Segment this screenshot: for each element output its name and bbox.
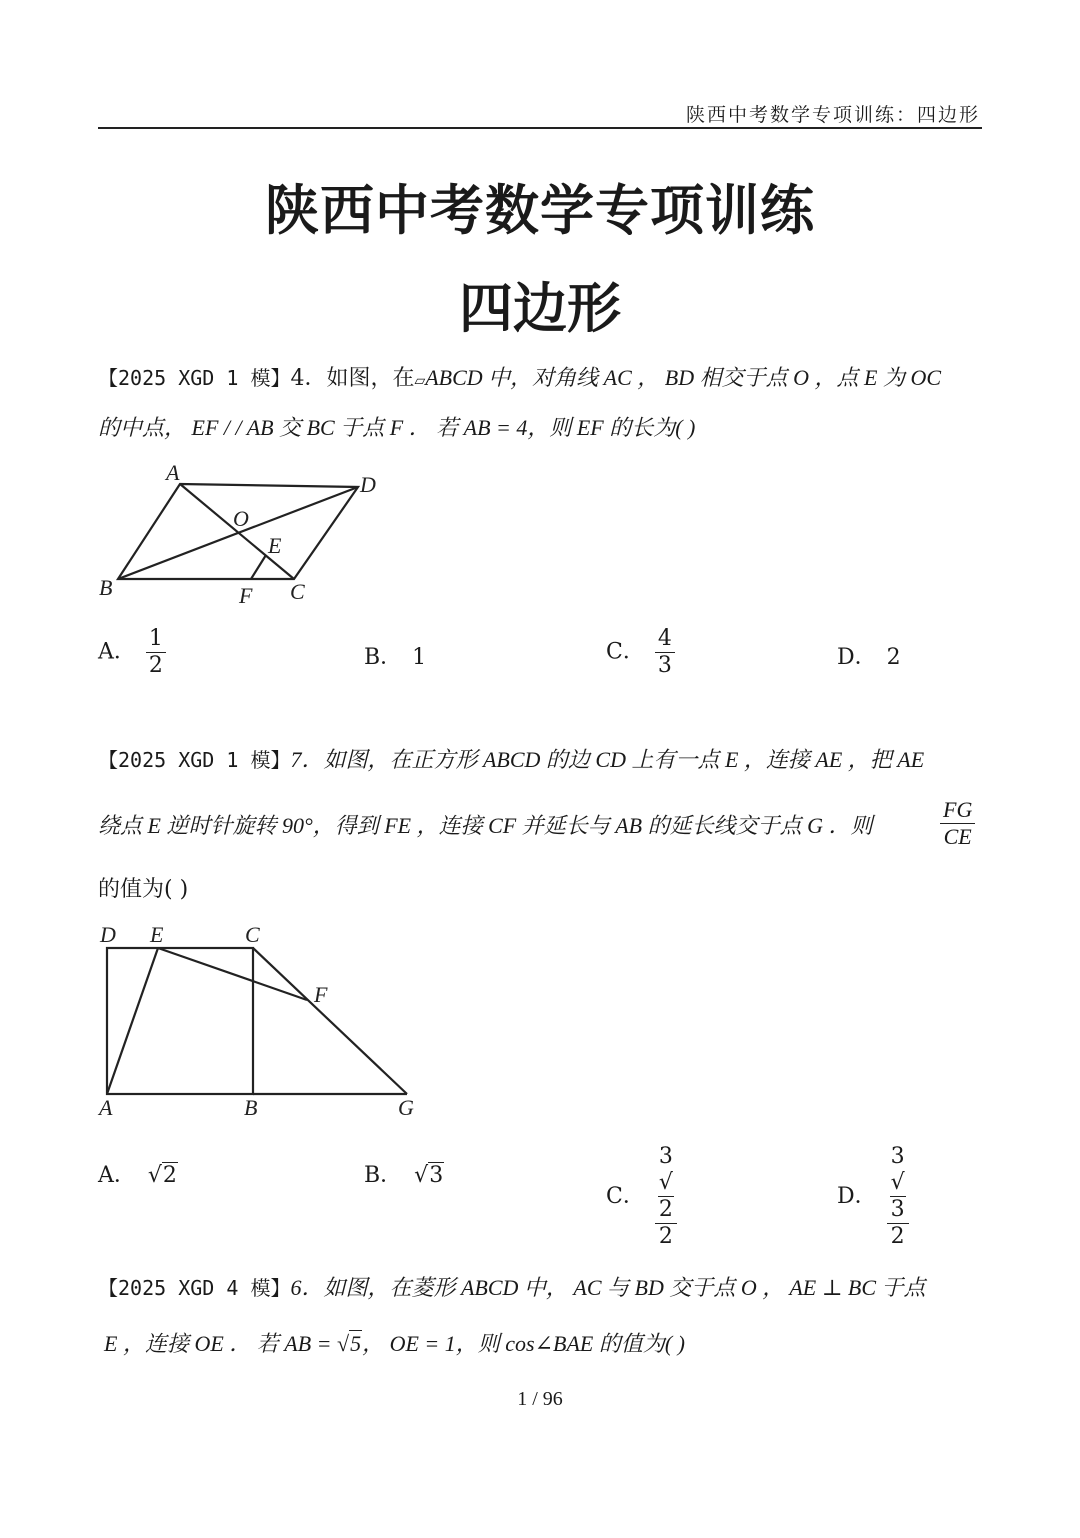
diagonal-ac bbox=[180, 484, 294, 579]
square-abcd bbox=[107, 948, 253, 1094]
q1-line1 bbox=[98, 363, 941, 396]
label-d: D bbox=[100, 922, 116, 947]
segment-ef bbox=[251, 555, 266, 579]
q1-option-d[interactable]: D． 2 bbox=[837, 645, 901, 670]
page-title: 陕西中考数学专项训练 bbox=[265, 179, 815, 242]
q3-line2: E ，连接 OE ． 若 AB = √5， OE = 1，则 cos∠BAE 的值为( ) bbox=[104, 1331, 685, 1356]
label-c: C bbox=[290, 579, 305, 604]
q2-figure bbox=[96, 920, 426, 1120]
q1-text: ABCD 中，对角线 AC ， BD 相交于点 O ，点 E 为 OC bbox=[425, 365, 941, 390]
page-subtitle: 四边形 bbox=[459, 277, 621, 340]
q2-tag: 【2025 XGD 1 模】 bbox=[98, 748, 291, 772]
segment-cg bbox=[253, 948, 407, 1094]
label-f: F bbox=[314, 982, 328, 1007]
label-e: E bbox=[268, 533, 282, 558]
label-d: D bbox=[360, 472, 376, 497]
label-g: G bbox=[398, 1095, 414, 1120]
q2-line3: 的值为( ) bbox=[98, 877, 189, 902]
q2-option-b[interactable]: B． √3 bbox=[364, 1163, 444, 1188]
fraction: $\frac{1}{2}$ bbox=[146, 626, 166, 679]
q1-line2: 的中点， EF / / AB 交 BC 于点 F ． 若 AB = 4，则 EF 的长为( ) bbox=[98, 415, 696, 440]
running-header: 陕西中考数学专项训练：四边形 bbox=[685, 104, 980, 126]
label-b: B bbox=[99, 575, 113, 600]
q1-number: 4．如图，在 bbox=[290, 366, 415, 391]
label-a: A bbox=[166, 460, 180, 485]
q2-option-d[interactable]: D． 3 √ 3 2 bbox=[837, 1144, 909, 1250]
label-c: C bbox=[245, 922, 260, 947]
q2-text: 7．如图，在正方形 ABCD 的边 CD 上有一点 E ，连接 AE ，把 AE bbox=[290, 747, 925, 772]
label-a: A bbox=[99, 1095, 113, 1120]
q1-tag: 【2025 XGD 1 模】 bbox=[98, 366, 291, 390]
label-f: F bbox=[239, 583, 253, 608]
segment-ef bbox=[158, 948, 307, 1000]
q2-line2: 绕点 E 逆时针旋转 90°，得到 FE ，连接 CF 并延长与 AB 的延长线交于点 G ．则 bbox=[98, 813, 873, 838]
q1-option-a[interactable]: A． $\frac{1}{2}$ bbox=[98, 626, 166, 679]
page-number: 1 / 96 bbox=[517, 1388, 563, 1410]
fraction: $\frac{4}{3}$ bbox=[655, 626, 675, 679]
q3-line1 bbox=[98, 1273, 926, 1304]
diagonal-bd bbox=[118, 487, 358, 579]
label-e: E bbox=[150, 922, 164, 947]
q3-text: 6．如图，在菱形 ABCD 中， AC 与 BD 交于点 O ， AE ⊥ BC 于点 bbox=[290, 1275, 926, 1300]
q2-line1 bbox=[98, 745, 924, 776]
q1-option-c[interactable]: C． $\frac{4}{3}$ bbox=[606, 626, 675, 679]
label-b: B bbox=[244, 1095, 258, 1120]
segment-ae bbox=[107, 948, 158, 1094]
q2-option-c[interactable]: C． 3 √ 2 2 bbox=[606, 1144, 677, 1250]
q2-option-a[interactable]: A． √2 bbox=[98, 1163, 177, 1188]
parallelogram-icon: ▱ bbox=[414, 373, 426, 389]
q2-ratio: $\frac{FG}{CE}$ bbox=[940, 797, 975, 850]
q1-figure bbox=[96, 458, 386, 608]
q3-tag: 【2025 XGD 4 模】 bbox=[98, 1276, 291, 1300]
q1-option-b[interactable]: B． 1 bbox=[364, 645, 427, 670]
label-o: O bbox=[233, 506, 249, 531]
header-divider bbox=[98, 127, 982, 129]
